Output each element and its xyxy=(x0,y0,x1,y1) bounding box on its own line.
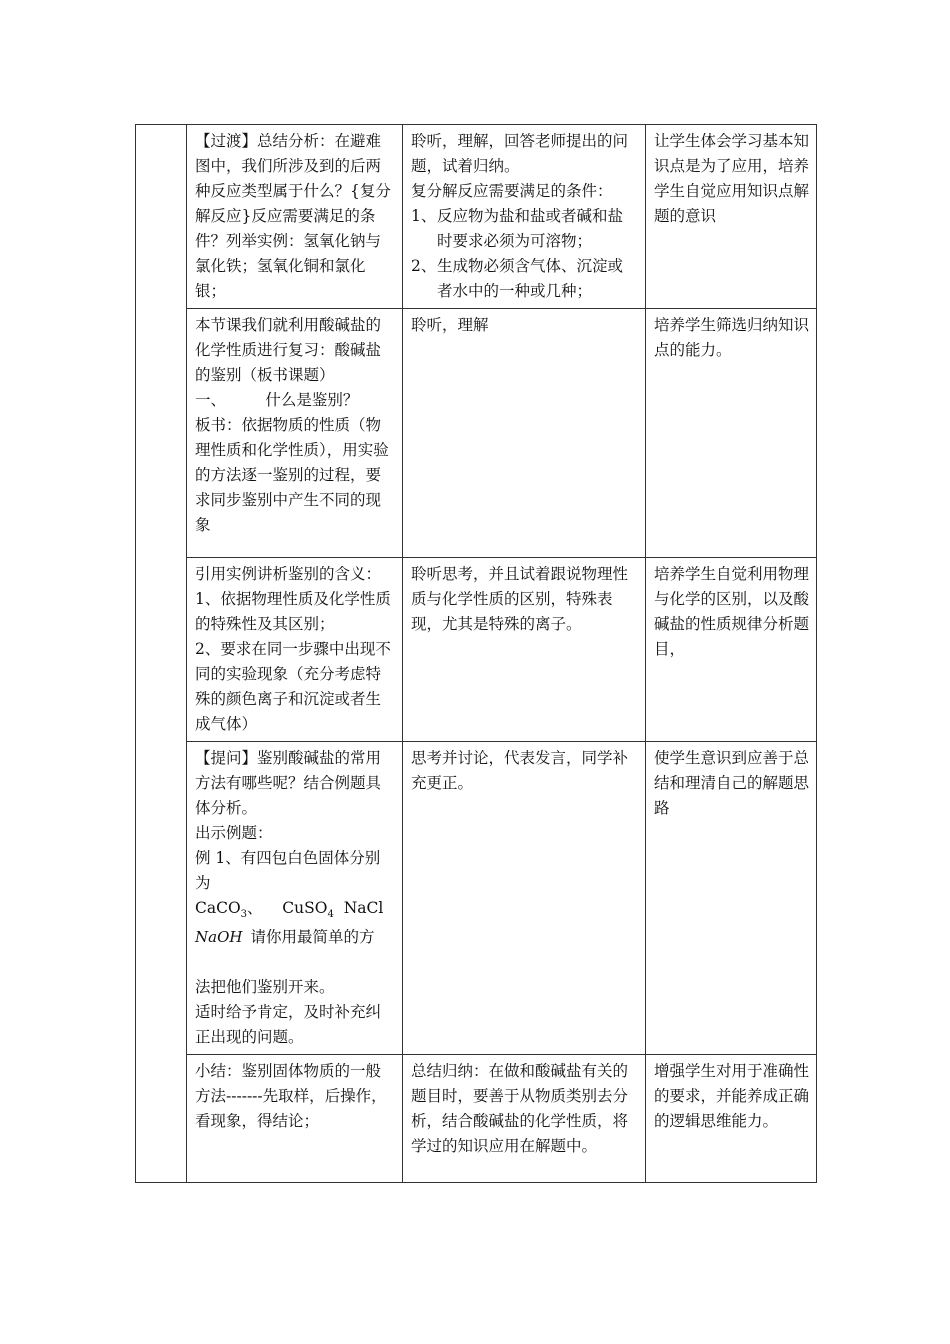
separator: 、 xyxy=(247,899,263,917)
teacher-text: 本节课我们就利用酸碱盐的化学性质进行复习：酸碱盐的鉴别（板书课题） xyxy=(195,316,382,384)
student-text: 聆听，理解，回答老师提出的问题，试着归纳。 xyxy=(411,132,629,175)
teacher-text: 【过渡】总结分析：在避难图中，我们所涉及到的后两种反应类型属于什么？{复分解反应}反应需要满足的条件？列举实例：氢氧化钠与氯化铁；氢氧化铜和氯化银； xyxy=(195,132,391,300)
teacher-text: 一、 什么是鉴别？ xyxy=(195,391,359,409)
student-activity-cell xyxy=(403,742,646,1055)
teacher-text: 板书：依据物质的性质（物理性质和化学性质），用实验的方法逐一鉴别的过程，要求同步鉴别中产生不同的现象 xyxy=(195,416,389,534)
purpose-text: 培养学生自觉利用物理与化学的区别，以及酸碱盐的性质规律分析题目， xyxy=(654,565,810,658)
stage-column-cell xyxy=(136,125,187,1183)
teacher-text: 2、要求在同一步骤中出现不同的实验现象（充分考虑特殊的颜色离子和沉淀或者生成气体） xyxy=(195,640,391,733)
lesson-plan-table xyxy=(135,124,817,1183)
student-text: 总结归纳：在做和酸碱盐有关的题目时，要善于从物质类别去分析，结合酸碱盐的化学性质，将学过的知识应用在解题中。 xyxy=(411,1062,629,1155)
teacher-text: 法把他们鉴别开来。 xyxy=(195,978,335,996)
student-text: 思考并讨论，代表发言，同学补充更正。 xyxy=(411,749,629,792)
design-purpose-cell xyxy=(646,309,817,558)
purpose-text: 增强学生对用于准确性的要求，并能养成正确的逻辑思维能力。 xyxy=(654,1062,810,1130)
student-text: 复分解反应需要满足的条件： xyxy=(411,182,613,200)
list-text: 生成物必须含气体、沉淀或者水中的一种或几种； xyxy=(437,257,624,300)
teacher-activity-cell xyxy=(187,1055,403,1183)
formula-caco3: CaCO$_3$ xyxy=(195,899,248,921)
teacher-text: 小结：鉴别固体物质的一般方法-------先取样，后操作，看现象，得结论； xyxy=(195,1062,387,1130)
example-question xyxy=(195,846,395,921)
table-row xyxy=(136,309,817,558)
student-activity-cell xyxy=(403,1055,646,1183)
teacher-text: 出示例题： xyxy=(195,824,273,842)
design-purpose-cell xyxy=(646,1055,817,1183)
student-activity-cell xyxy=(403,309,646,558)
design-purpose-cell xyxy=(646,558,817,742)
table-row xyxy=(136,558,817,742)
purpose-text: 让学生体会学习基本知识点是为了应用，培养学生自觉应用知识点解题的意识 xyxy=(654,132,810,225)
design-purpose-cell xyxy=(646,125,817,309)
teacher-text: 适时给予肯定，及时补充纠正出现的问题。 xyxy=(195,1003,382,1046)
design-purpose-cell xyxy=(646,742,817,1055)
formula-cuso4: CuSO$_4$ xyxy=(282,899,334,921)
teacher-activity-cell xyxy=(187,742,403,1055)
teacher-text: 【提问】鉴别酸碱盐的常用方法有哪些呢？结合例题具体分析。 xyxy=(195,749,382,817)
list-text: 反应物为盐和盐或者碱和盐时要求必须为可溶物； xyxy=(437,207,624,250)
table-row xyxy=(136,742,817,1055)
student-text: 聆听，理解 xyxy=(411,316,489,334)
purpose-text: 使学生意识到应善于总结和理清自己的解题思路 xyxy=(654,749,810,817)
list-number: 2、 xyxy=(411,257,437,275)
teacher-activity-cell xyxy=(187,125,403,309)
example-suffix: 请你用最简单的方 xyxy=(250,928,375,946)
table-row xyxy=(136,125,817,309)
teacher-activity-cell xyxy=(187,309,403,558)
teacher-text: 1、依据物理性质及化学性质的特殊性及其区别； xyxy=(195,590,391,633)
example-question-cont xyxy=(195,925,395,950)
list-item xyxy=(411,254,638,304)
table-row xyxy=(136,1055,817,1183)
purpose-text: 培养学生筛选归纳知识点的能力。 xyxy=(654,316,810,359)
teacher-activity-cell xyxy=(187,558,403,742)
student-text: 聆听思考，并且试着跟说物理性质与化学性质的区别，特殊表现，尤其是特殊的离子。 xyxy=(411,565,629,633)
teacher-text: 引用实例讲析鉴别的含义： xyxy=(195,565,382,583)
formula-nacl: NaCl xyxy=(343,899,384,917)
student-activity-cell xyxy=(403,558,646,742)
list-item xyxy=(411,204,638,254)
student-activity-cell xyxy=(403,125,646,309)
example-prefix: 例 1、有四包白色固体分别为 xyxy=(195,849,381,892)
spacer xyxy=(195,950,395,975)
formula-naoh: NaOH xyxy=(195,928,243,946)
list-number: 1、 xyxy=(411,207,437,225)
